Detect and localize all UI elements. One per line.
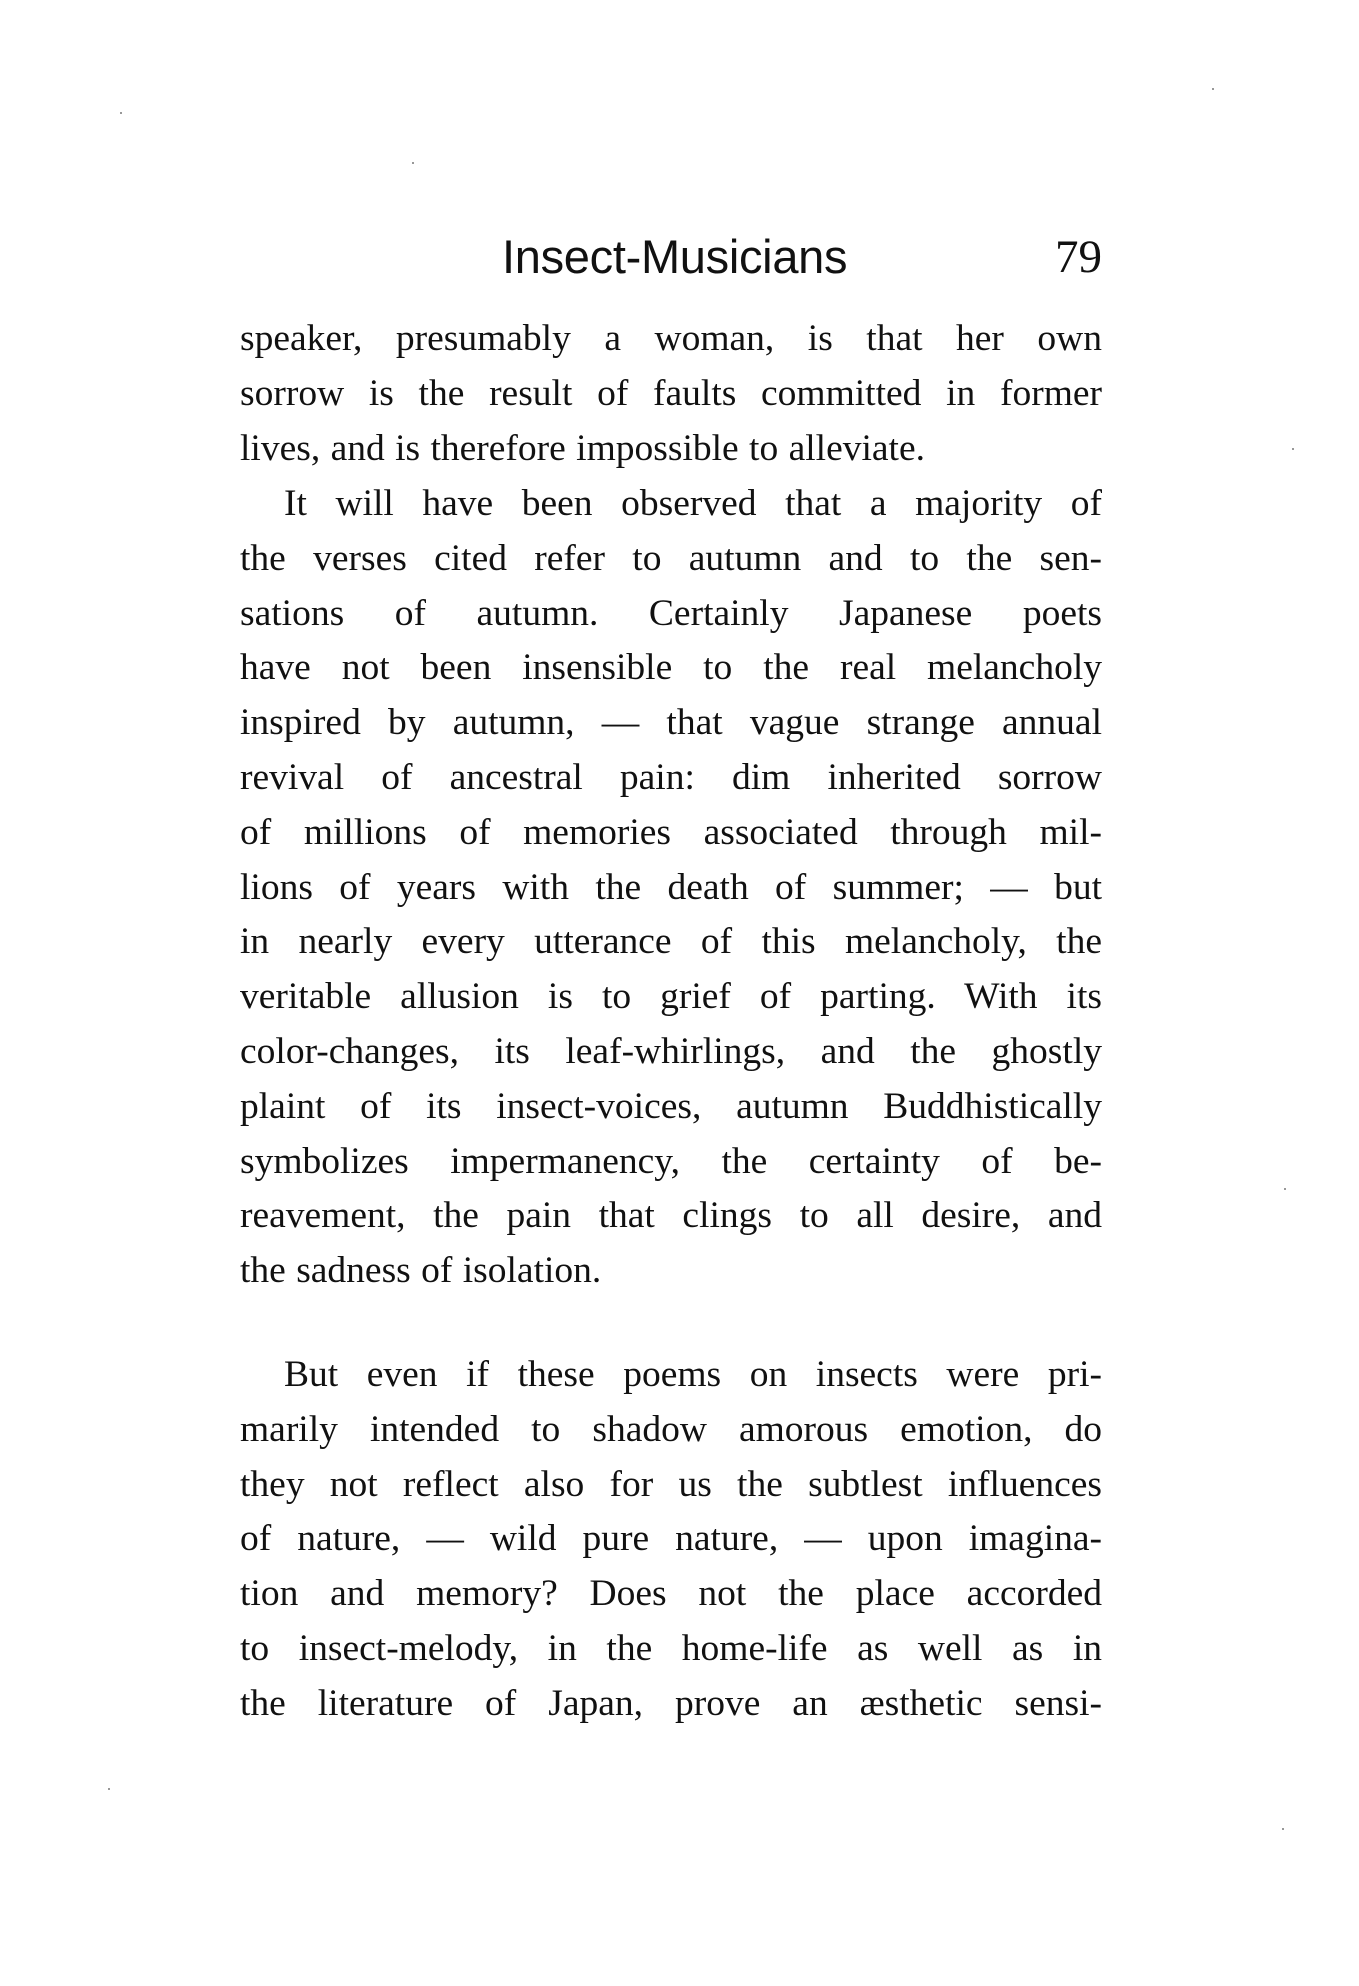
text-line: have not been insensible to the real melancholy — [240, 647, 1102, 689]
text-line: sorrow is the result of faults committed in former — [240, 372, 1102, 414]
text-line: symbolizes impermanency, the certainty of be- — [240, 1140, 1102, 1182]
text-line: It will have been observed that a majority of — [284, 483, 1102, 524]
scan-speck — [412, 162, 414, 164]
text-line: sations of autumn. Certainly Japanese poets — [240, 592, 1102, 634]
scan-speck — [1282, 1828, 1284, 1830]
text-line: of millions of memories associated through mil- — [240, 811, 1102, 853]
text-line: reavement, the pain that clings to all desire, and — [240, 1195, 1102, 1237]
text-line: speaker, presumably a woman, is that her own — [240, 318, 1102, 359]
text-line: to insect-melody, in the home-life as well as in — [240, 1627, 1102, 1669]
paragraph-continued — [240, 312, 1102, 476]
text-line: veritable allusion is to grief of parting. With its — [240, 976, 1102, 1018]
text-line: the literature of Japan, prove an æsthetic sensi- — [240, 1682, 1102, 1724]
text-line: of nature, — wild pure nature, — upon imagina- — [240, 1518, 1102, 1560]
scan-speck — [1284, 1188, 1286, 1190]
scan-speck — [1212, 88, 1214, 90]
text-line: tion and memory? Does not the place accorded — [240, 1573, 1102, 1615]
text-line: inspired by autumn, — that vague strange annual — [240, 702, 1102, 744]
running-head — [240, 222, 1102, 292]
page-number: 79 — [1055, 231, 1102, 283]
text-line: color-changes, its leaf-whirlings, and the ghostly — [240, 1030, 1102, 1072]
text-line: lions of years with the death of summer; — but — [240, 866, 1102, 908]
text-line: plaint of its insect-voices, autumn Buddhistically — [240, 1085, 1102, 1127]
text-line: the sadness of isolation. — [240, 1250, 602, 1292]
scan-speck — [108, 1788, 110, 1790]
paragraph-autumn — [240, 477, 1102, 1299]
text-line: in nearly every utterance of this melancholy, the — [240, 921, 1102, 963]
text-line: marily intended to shadow amorous emotion, do — [240, 1408, 1102, 1450]
scan-speck — [120, 112, 122, 114]
text-line: revival of ancestral pain: dim inherited sorrow — [240, 756, 1102, 798]
paragraph-insect-poems — [240, 1348, 1102, 1732]
text-line: they not reflect also for us the subtlest influences — [240, 1463, 1102, 1505]
text-line: lives, and is therefore impossible to alleviate. — [240, 427, 925, 469]
scan-speck — [1292, 448, 1294, 450]
text-line: the verses cited refer to autumn and to the sen- — [240, 537, 1102, 579]
text-line: But even if these poems on insects were pri- — [284, 1354, 1102, 1395]
running-title: Insect-Musicians — [502, 230, 848, 283]
